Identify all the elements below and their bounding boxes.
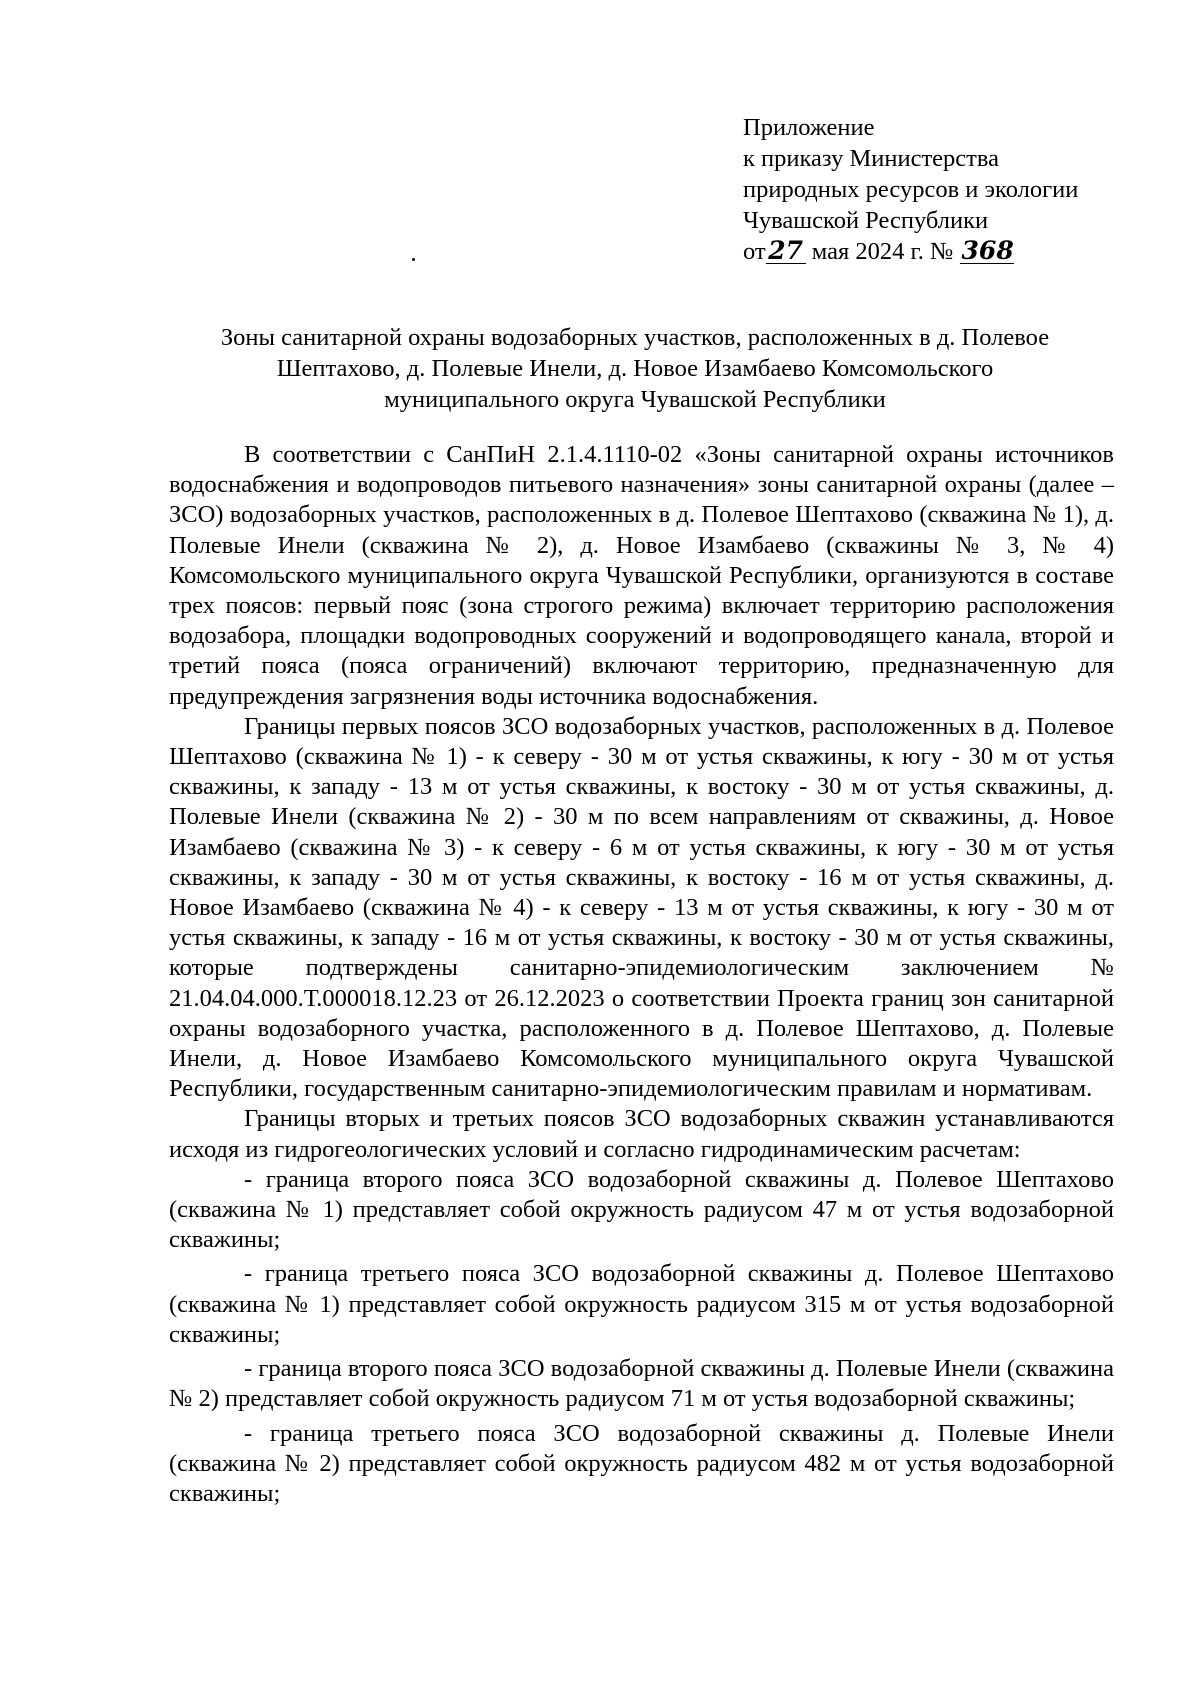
appendix-order-ref: к приказу Министерства bbox=[743, 145, 999, 172]
appendix-label: Приложение bbox=[743, 114, 875, 141]
appendix-header bbox=[743, 112, 1163, 267]
date-rest: мая 2024 г. № bbox=[811, 238, 954, 265]
handwritten-day: 27 bbox=[766, 239, 806, 264]
list-item: - граница третьего пояса ЗСО водозаборной скважины д. Полевые Инели (скважина № 2) представляет собой окружность радиусом 482 м от устья водозаборной скважины; bbox=[169, 1419, 1114, 1507]
list-item: - граница второго пояса ЗСО водозаборной скважины д. Полевое Шептахово (скважина № 1) представляет собой окружность радиусом 47 м от устья водозаборной скважины; bbox=[169, 1165, 1114, 1254]
paragraph-second-third-belts: Границы вторых и третьих поясов ЗСО водозаборных скважин устанавливаются исходя из гидрогеологических условий и согласно гидродинамическим расчетам: bbox=[169, 1105, 1114, 1163]
document-body bbox=[169, 440, 1114, 1513]
scan-speck bbox=[412, 258, 415, 261]
appendix-date-line bbox=[743, 236, 1163, 267]
paragraph-sanpin: В соответствии с СанПиН 2.1.4.1110-02 «Зоны санитарной охраны источников водоснабжения и водопроводов питьевого назначения» зоны санитарной охраны (далее – ЗСО) водозаборных участков, расположенных в д. Полевое Шептахово (скважина № 1), д. Полевые Инели (скважина № 2), д. Новое Изамбаево (скважины № 3, № 4) Комсомольского муниципального округа Чувашской Республики, организуются в составе трех поясов: первый пояс (зона строгого режима) включает территорию расположения водозабора, площадки водопроводных сооружений и водопроводящего канала, второй и третий пояса (пояса ограничений) включают территорию, предназначенную для предупреждения загрязнения воды источника водоснабжения. bbox=[169, 441, 1114, 710]
title-line-2: Шептахово, д. Полевые Инели, д. Новое Изамбаево Комсомольского bbox=[276, 355, 994, 382]
date-prefix: от bbox=[743, 238, 766, 265]
list-item: - граница третьего пояса ЗСО водозаборной скважины д. Полевое Шептахово (скважина № 1) представляет собой окружность радиусом 315 м от устья водозаборной скважины; bbox=[169, 1260, 1114, 1348]
list-item: - граница второго пояса ЗСО водозаборной скважины д. Полевые Инели (скважина № 2) представляет собой окружность радиусом 71 м от устья водозаборной скважины; bbox=[169, 1355, 1114, 1413]
document-title bbox=[160, 322, 1110, 415]
title-line-1: Зоны санитарной охраны водозаборных участков, расположенных в д. Полевое bbox=[220, 324, 1050, 351]
appendix-ministry: природных ресурсов и экологии bbox=[743, 176, 1079, 203]
title-line-3: муниципального округа Чувашской Республики bbox=[384, 386, 886, 413]
appendix-republic: Чувашской Республики bbox=[743, 207, 989, 234]
handwritten-order-number: 368 bbox=[961, 236, 1014, 265]
paragraph-first-belts: Границы первых поясов ЗСО водозаборных участков, расположенных в д. Полевое Шептахово (скважина № 1) - к северу - 30 м от устья скважины, к югу - 30 м от устья скважины, к западу - 13 м от устья скважины, к востоку - 30 м от устья скважины, д. Полевые Инели (скважина № 2) - 30 м по всем направлениям от скважины, д. Новое Изамбаево (скважина № 3) - к северу - 6 м от устья скважины, к югу - 30 м от устья скважины, к западу - 30 м от устья скважины, к востоку - 16 м от устья скважины, д. Новое Изамбаево (скважина № 4) - к северу - 13 м от устья скважины, к югу - 30 м от устья скважины, к западу - 16 м от устья скважины, к востоку - 30 м от устья скважины, которые подтверждены санитарно-эпидемиологическим заключением № 21.04.04.000.Т.000018.12.23 от 26.12.2023 о соответствии Проекта границ зон санитарной охраны водозаборного участка, расположенного в д. Полевое Шептахово, д. Полевые Инели, д. Новое Изамбаево Комсомольского муниципального округа Чувашской Республики, государственным санитарно-эпидемиологическим правилам и нормативам. bbox=[169, 712, 1114, 1103]
